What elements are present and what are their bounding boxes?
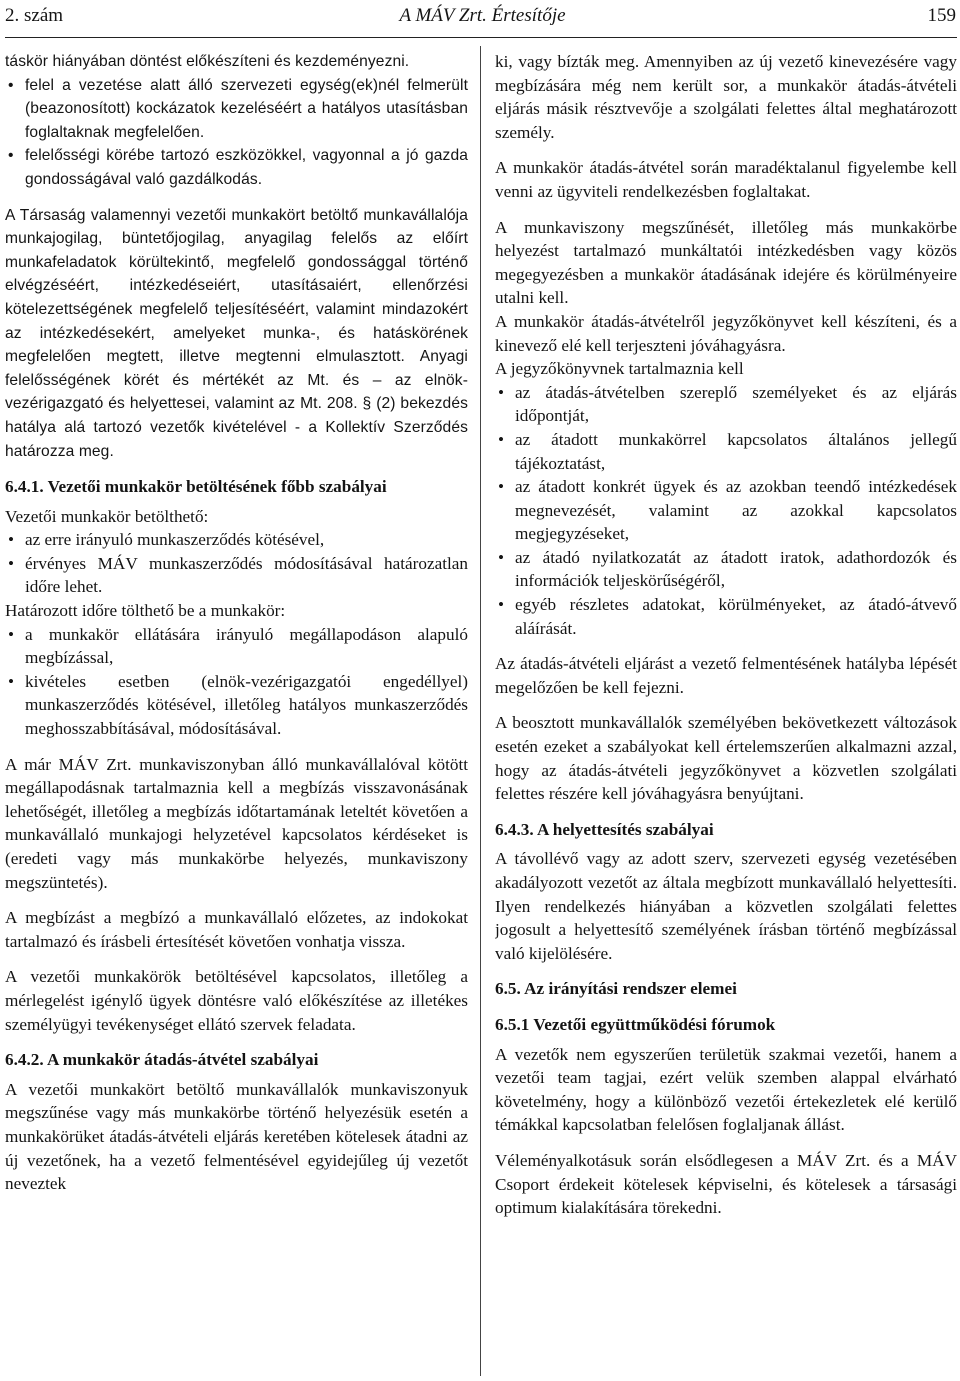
list-item: • az átadott konkrét ügyek és az azokban teendő intézkedések megnevezését, valamint az azokkal kapcsolatos megjegyzéseket,	[498, 477, 957, 544]
paragraph: A vezetők nem egyszerűen területük szakmai vezetői, hanem a vezetői team tagjai, ezért velük szemben alappal elvárható követelmény, hogy a különböző vezetői értekezletek elé kerülő témákkal kapcsolatban felelősen foglaljanak állást.	[495, 1044, 957, 1135]
paragraph: A munkaviszony megszűnését, illetőleg más munkakörbe helyezést tartalmazó munkáltatói intézkedésben vagy közös megegyezésben a munkakör átadásának idejére és körülményeire utalni kell.	[495, 217, 957, 308]
list-item: • a munkakör ellátására irányuló megállapodáson alapuló megbízással,	[8, 624, 468, 668]
bullet-icon: •	[498, 477, 505, 497]
section-heading-6-4-2: 6.4.2. A munkakör átadás-átvétel szabályai	[5, 1050, 319, 1070]
list-item: • kivételes esetben (elnök-vezérigazgatói engedéllyel) munkaszerződés kötésével, illetőleg hatályos munkaszerződés meghosszabbításával, módosításával.	[8, 671, 468, 739]
right-column	[495, 50, 957, 1375]
bullet-icon: •	[498, 547, 505, 567]
liability-paragraph: A Társaság valamennyi vezetői munkakört betöltő munkavállalója munkajogilag, büntetőjogilag, anyagilag felelős az előírt munkafeladatok körültekintő, megfelelő gondossággal történő elvégzéséért, intézkedéseiért, utasításaiért, ellenőrzési kötelezettségének megfelelő teljesítéséért, valamint mindazokért az intézkedésekért, amelyeket munka-, és hatáskörének megfelelően megtett, illetve megtenni elmulasztott. Anyagi felelősségének körét és mértékét az Mt. és – az elnök-vezérigazgató és helyettesei, valamint az Mt. 208. § (2) bekezdés hatálya alá tartozó vezetők kivételével - a Kollektív Szerződés határozza meg.	[5, 206, 468, 460]
paragraph: A munkakör átadás-átvétel során maradéktalanul figyelembe kell venni az ügyviteli rendelkezésben foglaltakat.	[495, 158, 957, 201]
publication-title: A MÁV Zrt. Értesítője	[399, 5, 566, 26]
bullet-icon: •	[8, 76, 14, 94]
bullet-icon: •	[8, 553, 15, 573]
page-header	[5, 4, 960, 30]
paragraph: A jegyzőkönyvnek tartalmaznia kell	[495, 359, 744, 379]
paragraph: Az átadás-átvételi eljárást a vezető felmentésének hatályba lépését megelőzően be kell fejezni.	[495, 654, 957, 697]
protocol-contents-list	[495, 381, 957, 641]
list-item: • az erre irányuló munkaszerződés kötésével,	[5, 528, 468, 552]
intro-continuation: táskör hiányában döntést előkészíteni és kezdeményezni.	[5, 53, 410, 70]
issue-number: 2. szám	[5, 5, 64, 26]
list-item: • az átadó nyilatkozatát az átadott iratok, adathordozók és információk teljeskörűségéről,	[498, 547, 957, 591]
bullet-icon: •	[498, 429, 505, 449]
list-item: • felelősségi körébe tartozó eszközökkel, vagyonnal a jó gazda gondosságával való gazdálkodás.	[5, 144, 468, 191]
bullet-icon: •	[8, 671, 15, 691]
list-item: • az átadás-átvételben szereplő személyeket és az eljárás időpontját,	[498, 382, 957, 426]
bullet-icon: •	[8, 624, 15, 644]
fixed-term-list	[5, 623, 468, 741]
paragraph: A vezetői munkakört betöltő munkavállalók munkaviszonyuk megszűnése vagy más munkakörbe történő helyezésük esetén a munkakörüket átadás-átvételi eljárás keretében kötelesek átadni az új vezetőnek, ha a vezető felmentésével egyidejűleg új vezetőt neveztek	[5, 1079, 468, 1194]
list-item: • egyéb részletes adatokat, körülményeket, az átadó-átvevő aláírását.	[498, 595, 957, 638]
bullet-icon: •	[498, 595, 505, 615]
paragraph: A beosztott munkavállalók személyében bekövetkezett változások esetén ezeket a szabályokat kell értelemszerűen alkalmazni azzal, hogy az átadás-átvételi jegyzőkönyvet a közvetlen szolgálati felettes részére kell jóváhagyásra benyújtani.	[495, 713, 957, 804]
paragraph: Vezetői munkakör betölthető:	[5, 506, 209, 526]
fill-methods-list	[5, 528, 468, 599]
header-rule	[5, 37, 957, 38]
paragraph: A vezetői munkakörök betöltésével kapcsolatos, illetőleg a mérlegelést igénylő ügyek döntésre való előkészítése az illetékes személyügyi tevékenységet ellátó szervek feladata.	[5, 967, 468, 1034]
list-item: • felel a vezetése alatt álló szervezeti egység(ek)nél felmerült (beazonosított) kockázatok kezeléséért a hatályos utasításban foglaltaknak megfelelően.	[5, 74, 468, 145]
bullet-icon: •	[8, 530, 15, 550]
section-heading-6-4-3: 6.4.3. A helyettesítés szabályai	[495, 819, 714, 839]
responsibility-list	[5, 74, 468, 192]
column-divider	[480, 46, 481, 1376]
paragraph: A már MÁV Zrt. munkaviszonyban álló munkavállalóval kötött megállapodásnak tartalmaznia kell a megbízás visszavonásának lehetőségét, illetőleg a megbízás időtartamának leteltét követően a munkavállaló munkajogi helyzetével kapcsolatos kérdéseket is (eredeti vagy más munkakörbe helyezés, munkaviszony megszüntetés).	[5, 754, 468, 892]
paragraph: A távollévő vagy az adott szerv, szervezeti egység vezetésében akadályozott vezetőt az általa megbízott munkavállaló helyettesíti. Ilyen rendelkezés hiányában a közvetlen szolgálati felettes jogosult a helyettesítő személyének írásban történő megbízással való kijelölésére.	[495, 849, 957, 963]
bullet-icon: •	[498, 382, 505, 402]
paragraph: ki, vagy bízták meg. Amennyiben az új vezető kinevezésére vagy megbízására még nem került sor, a munkakör átadás-átvételi eljárás másik résztvevője a szolgálati felettes által meghatározott személy.	[495, 52, 957, 142]
section-heading-6-5-1: 6.5.1 Vezetői együttműködési fórumok	[495, 1014, 776, 1034]
page-number: 159	[927, 5, 956, 26]
paragraph: A munkakör átadás-átvételről jegyzőkönyvet kell készíteni, és a kinevező elé kell terjeszteni jóváhagyásra.	[495, 311, 957, 355]
section-heading-6-4-1: 6.4.1. Vezetői munkakör betöltésének főbb szabályai	[5, 477, 387, 497]
section-heading-6-5: 6.5. Az irányítási rendszer elemei	[495, 979, 737, 999]
paragraph: A megbízást a megbízó a munkavállaló előzetes, az indokokat tartalmazó és írásbeli értesítését követően vonhatja vissza.	[5, 908, 468, 951]
list-item: • az átadott munkakörrel kapcsolatos általános jellegű tájékoztatást,	[498, 429, 957, 473]
paragraph: Véleményalkotásuk során elsődlegesen a MÁV Zrt. és a MÁV Csoport érdekeit kötelesek képviselni, és kötelesek a társasági optimum kialakítására törekedni.	[495, 1150, 957, 1218]
list-item: • érvényes MÁV munkaszerződés módosításával határozatlan időre lehet.	[8, 553, 468, 597]
paragraph: Határozott időre tölthető be a munkakör:	[5, 601, 286, 621]
bullet-icon: •	[8, 147, 14, 165]
left-column	[5, 50, 468, 1375]
